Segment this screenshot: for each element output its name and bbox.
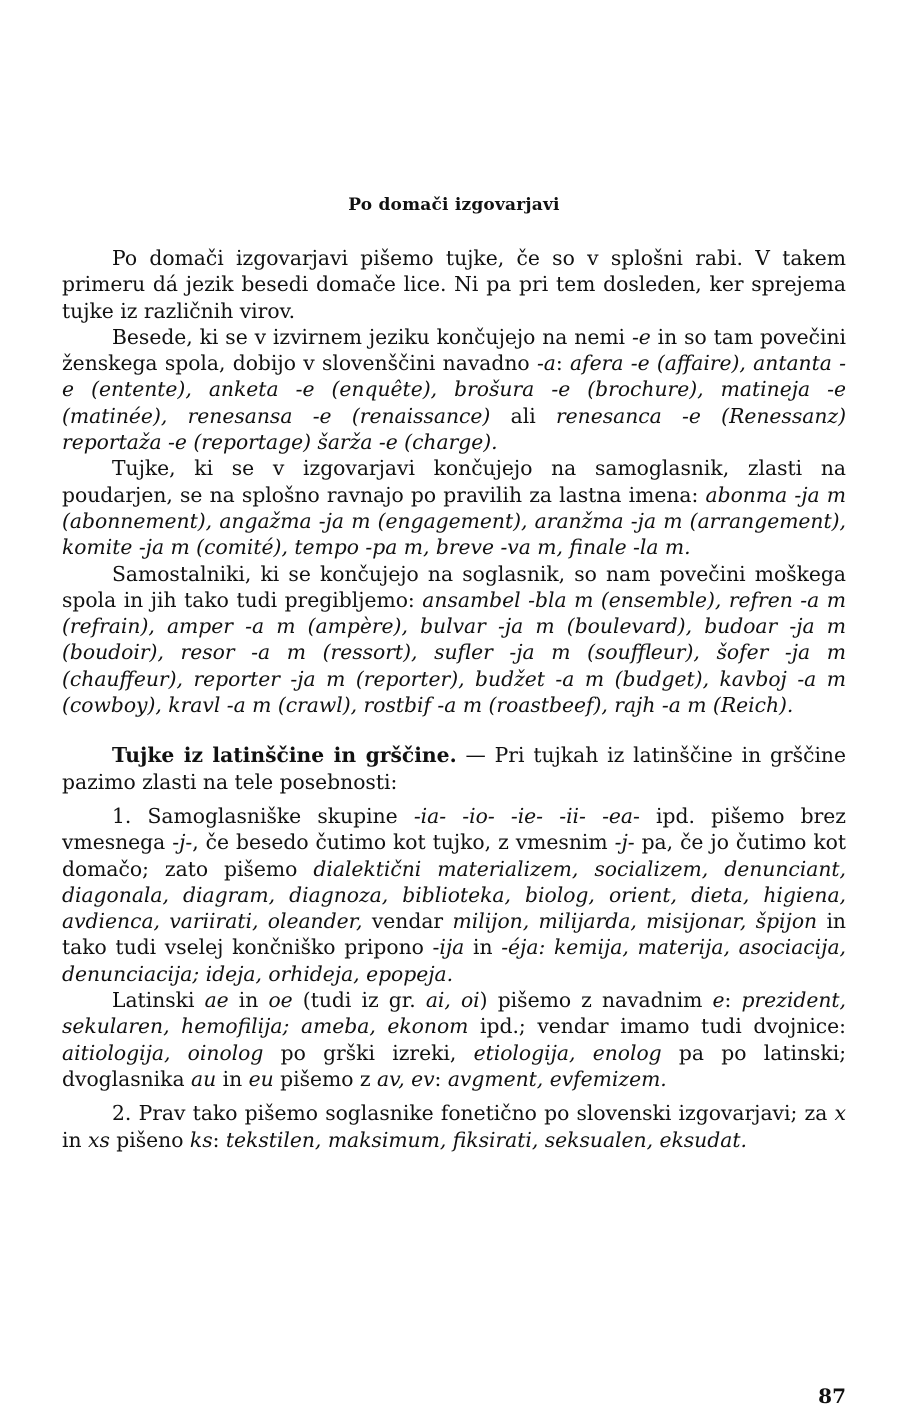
examples: ks [189, 1127, 213, 1152]
paragraph-6 [62, 803, 846, 987]
page-body [62, 195, 846, 1153]
paragraph-1: Po domači izgovarjavi pišemo tujke, če so v splošni rabi. V takem primeru dá jezik besedi domače lice. Ni pa pri tem dosleden, ker sprejema tujke iz različnih virov. [62, 246, 846, 323]
text: ali [490, 403, 556, 428]
examples: tekstilen, maksimum, fiksirati, seksualen, eksudat. [225, 1127, 747, 1152]
subheading: Tujke iz latinščine in grščine. [112, 743, 457, 768]
text: 2. Prav tako pišemo soglasnike fonetično po slovenski izgovarjavi; za [112, 1101, 835, 1126]
text: : [724, 988, 742, 1013]
examples: afera -e (affaire), antanta -e (entente), anketa -e (enquête), brošura -e (brochure), matineja -e (matinée), renesansa -e (renaissance) [62, 351, 847, 428]
examples: -ija [432, 935, 465, 960]
paragraph-8 [62, 1100, 846, 1153]
text: : [434, 1066, 448, 1091]
text: in [216, 1066, 249, 1091]
text: ) pišemo z navadnim [479, 988, 713, 1013]
text: in [228, 988, 269, 1013]
page-number: 87 [818, 1384, 846, 1408]
text: in tako tudi vselej končniško pripono [62, 909, 846, 960]
examples: -éja: kemija, materija, asociacija, denunciacija; ideja, orhideja, epopeja. [62, 935, 846, 986]
examples: -j- [172, 830, 193, 855]
examples: oe [268, 988, 293, 1013]
examples: avgment, evfemizem. [447, 1066, 667, 1091]
paragraph-3 [62, 455, 846, 560]
examples: -ia- -io- -ie- -ii- -ea- [413, 803, 640, 828]
text: — Pri tujkah iz latinščine in grščine pazimo zlasti na tele posebnosti: [62, 743, 846, 794]
suffix: -e [631, 324, 651, 349]
examples: eu [248, 1066, 274, 1091]
text: Besede, ki se v izvirnem jeziku končujejo na nemi [112, 324, 632, 349]
text: in [464, 935, 502, 960]
examples: abonma -ja m (abonnement), angažma -ja m (engagement), aranžma -ja m (arrangement), komite -ja m (comité), tempo -pa m, breve -va m, finale -la m. [62, 482, 846, 560]
examples: prezident, sekularen, hemofilija; ameba, ekonom [62, 988, 846, 1039]
paragraph-2 [62, 324, 846, 455]
examples: milijon, milijarda, misijonar, špijon [452, 909, 818, 934]
examples: ai, oi [425, 988, 480, 1013]
text: pišemo z [273, 1066, 378, 1091]
text: pa po latinski; dvoglasnika [62, 1040, 847, 1091]
paragraph-4 [62, 561, 846, 719]
text: pa, če jo čutimo kot domačo; zato pišemo [62, 830, 847, 881]
text: pišeno [109, 1127, 190, 1152]
text: : [555, 351, 571, 376]
text: (tudi iz gr. [292, 988, 426, 1013]
examples: etiologija, enolog [473, 1040, 662, 1065]
examples: av, ev [377, 1066, 435, 1091]
text: 1. Samoglasniške skupine [112, 803, 414, 828]
text: po grški izreki, [263, 1040, 474, 1065]
examples: x [834, 1101, 846, 1126]
text: : [212, 1127, 226, 1152]
paragraph-5 [62, 742, 846, 795]
examples: e [712, 988, 725, 1013]
section-heading: Po domači izgovarjavi [348, 195, 560, 215]
text: ipd. pišemo brez vmesnega [62, 803, 846, 855]
examples: dialektični materializem, socializem, denunciant, diagonala, diagram, diagnoza, biblioteka, biolog, orient, dieta, higiena, avdienca, variirati, oleander, [62, 856, 846, 934]
text: in [62, 1127, 88, 1152]
examples: -j- [614, 830, 635, 855]
text: vendar [362, 909, 453, 934]
text: Tujke, ki se v izgovarjavi končujejo na samoglasnik, zlasti na poudarjen, se na splošno ravnajo po pravilih za lastna imena: [62, 456, 846, 507]
text: , če besedo čutimo kot tujko, z vmesnim [192, 830, 615, 855]
text: ipd.; vendar imamo tudi dvojnice: [468, 1014, 847, 1039]
examples: aitiologija, oinolog [62, 1040, 264, 1065]
text: Latinski [112, 988, 205, 1013]
examples: ae [204, 988, 229, 1013]
examples: au [191, 1066, 217, 1091]
text: Samostalniki, ki se končujejo na soglasnik, so nam povečini moškega spola in jih tako tudi pregibljemo: [62, 561, 846, 612]
text: in so tam povečini ženskega spola, dobijo v slovenščini navadno [62, 324, 846, 376]
examples: renesanca -e (Renessanz) reportaža -e (reportage) šarža -e (charge). [62, 403, 846, 455]
examples: ansambel -bla m (ensemble), refren -a m (refrain), amper -a m (ampère), bulvar -ja m (boulevard), budoar -ja m (boudoir), resor -a m (ressort), sufler -ja m (souffleur), šofer -ja m (chauffeur), reporter -ja m (reporter), budžet -a m (budget), kavboj -a m (cowboy), kravl -a m (crawl), rostbif -a m (roastbeef), rajh -a m (Reich). [62, 587, 846, 718]
examples: xs [88, 1127, 110, 1152]
paragraph-7 [62, 987, 846, 1092]
suffix: -a [536, 351, 556, 376]
